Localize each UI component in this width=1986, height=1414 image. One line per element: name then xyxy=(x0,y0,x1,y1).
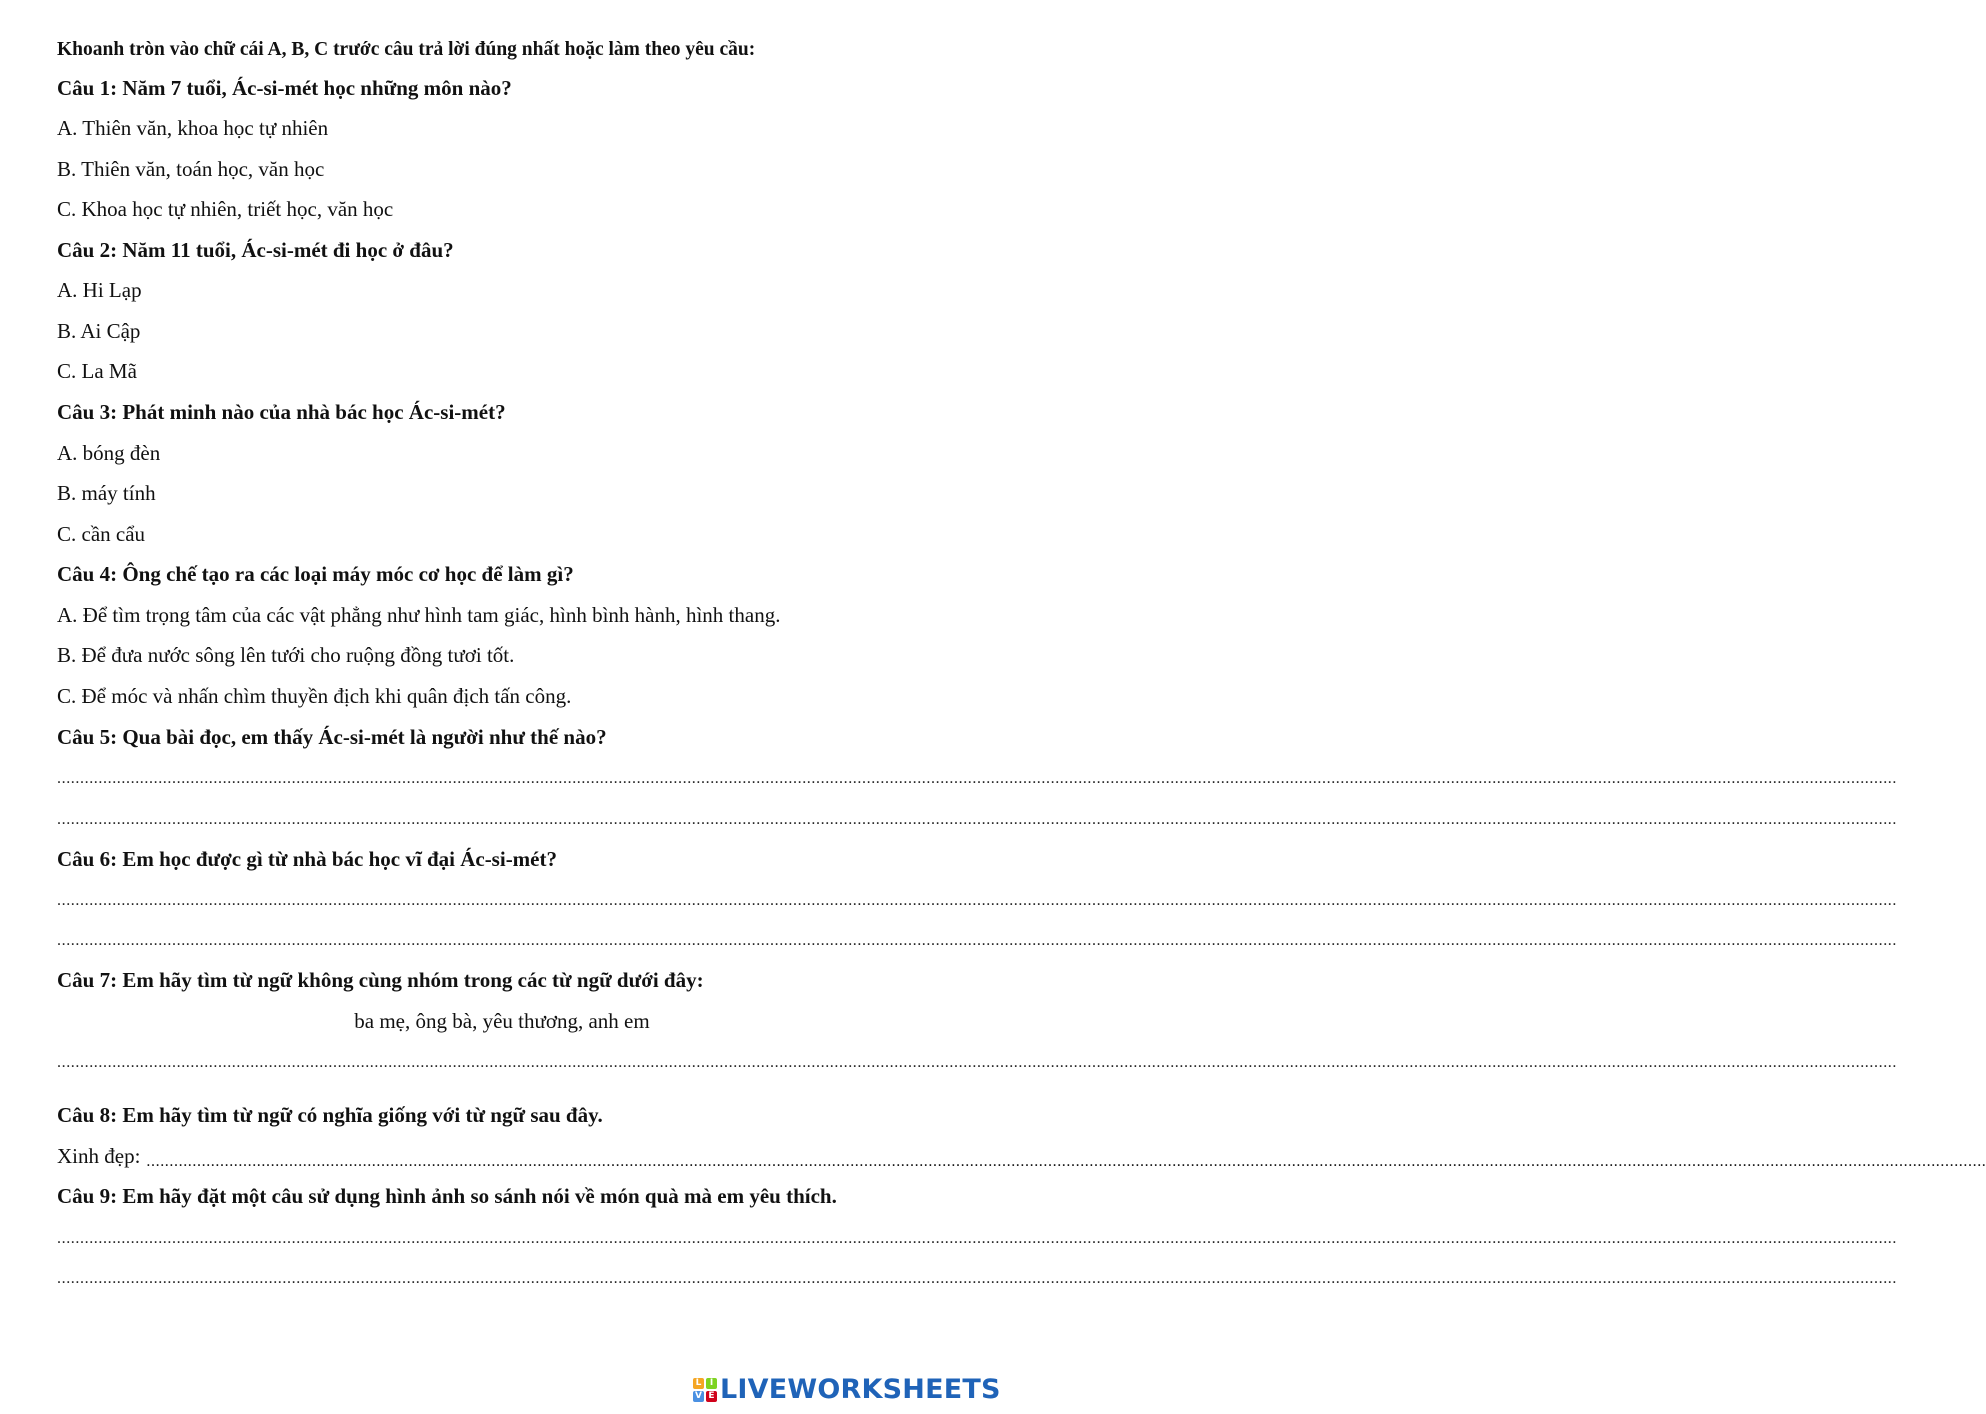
liveworksheets-logo-text: LIVEWORKSHEETS xyxy=(720,1374,1001,1405)
question-1-option-a[interactable]: A. Thiên văn, khoa học tự nhiên xyxy=(57,116,329,140)
question-5-answer-line-2[interactable]: ................................................................................................................................................................................................................................................................................................................................................................................................................ xyxy=(57,811,1897,828)
question-8-title: Câu 8: Em hãy tìm từ ngữ có nghĩa giống với từ ngữ sau đây. xyxy=(57,1103,603,1127)
question-1-option-c[interactable]: C. Khoa học tự nhiên, triết học, văn học xyxy=(57,197,394,221)
question-8-answer-row xyxy=(57,1143,1986,1170)
question-2-option-c[interactable]: C. La Mã xyxy=(57,359,137,383)
logo-mark-i: I xyxy=(706,1378,717,1389)
question-5-answer-line-1[interactable]: ................................................................................................................................................................................................................................................................................................................................................................................................................ xyxy=(57,770,1897,787)
question-5-title: Câu 5: Qua bài đọc, em thấy Ác-si-mét là người như thế nào? xyxy=(57,725,607,749)
logo-mark-v: V xyxy=(693,1391,704,1402)
liveworksheets-logo-icon xyxy=(693,1378,717,1402)
question-2-title: Câu 2: Năm 11 tuổi, Ác-si-mét đi học ở đâu? xyxy=(57,238,454,262)
question-3-option-a[interactable]: A. bóng đèn xyxy=(57,441,161,465)
question-7-answer-line[interactable]: ................................................................................................................................................................................................................................................................................................................................................................................................................ xyxy=(57,1054,1897,1071)
question-4-title: Câu 4: Ông chế tạo ra các loại máy móc cơ học để làm gì? xyxy=(57,562,574,586)
question-2-option-b[interactable]: B. Ai Cập xyxy=(57,319,141,343)
question-9-title: Câu 9: Em hãy đặt một câu sử dụng hình ảnh so sánh nói về món quà mà em yêu thích. xyxy=(57,1184,837,1208)
liveworksheets-logo xyxy=(693,1374,1001,1405)
question-6-answer-line-2[interactable]: ................................................................................................................................................................................................................................................................................................................................................................................................................ xyxy=(57,932,1897,949)
question-9-answer-line-1[interactable]: ................................................................................................................................................................................................................................................................................................................................................................................................................ xyxy=(57,1230,1897,1247)
question-4-option-c[interactable]: C. Để móc và nhấn chìm thuyền địch khi quân địch tấn công. xyxy=(57,684,572,708)
question-8-answer-line[interactable]: ................................................................................................................................................................................................................................................................................................................................................................................................................ xyxy=(146,1153,1986,1170)
question-4-option-b[interactable]: B. Để đưa nước sông lên tưới cho ruộng đồng tươi tốt. xyxy=(57,643,515,667)
question-6-title: Câu 6: Em học được gì từ nhà bác học vĩ đại Ác-si-mét? xyxy=(57,847,557,871)
question-1-title: Câu 1: Năm 7 tuổi, Ác-si-mét học những môn nào? xyxy=(57,76,512,100)
question-7-title: Câu 7: Em hãy tìm từ ngữ không cùng nhóm trong các từ ngữ dưới đây: xyxy=(57,968,704,992)
instruction-text: Khoanh tròn vào chữ cái A, B, C trước câu trả lời đúng nhất hoặc làm theo yêu cầu: xyxy=(57,39,756,60)
question-1-option-b[interactable]: B. Thiên văn, toán học, văn học xyxy=(57,157,325,181)
question-9-answer-line-2[interactable]: ................................................................................................................................................................................................................................................................................................................................................................................................................ xyxy=(57,1270,1897,1287)
logo-mark-l: L xyxy=(693,1378,704,1389)
question-4-option-a[interactable]: A. Để tìm trọng tâm của các vật phẳng như hình tam giác, hình bình hành, hình thang. xyxy=(57,603,781,627)
question-2-option-a[interactable]: A. Hi Lạp xyxy=(57,278,142,302)
question-6-answer-line-1[interactable]: ................................................................................................................................................................................................................................................................................................................................................................................................................ xyxy=(57,892,1897,909)
question-3-option-b[interactable]: B. máy tính xyxy=(57,481,156,505)
question-8-prompt: Xinh đẹp: xyxy=(57,1144,141,1168)
question-7-word-list: ba mẹ, ông bà, yêu thương, anh em xyxy=(354,1009,650,1033)
logo-mark-e: E xyxy=(706,1391,717,1402)
question-3-option-c[interactable]: C. cần cẩu xyxy=(57,522,146,546)
question-3-title: Câu 3: Phát minh nào của nhà bác học Ác-si-mét? xyxy=(57,400,506,424)
